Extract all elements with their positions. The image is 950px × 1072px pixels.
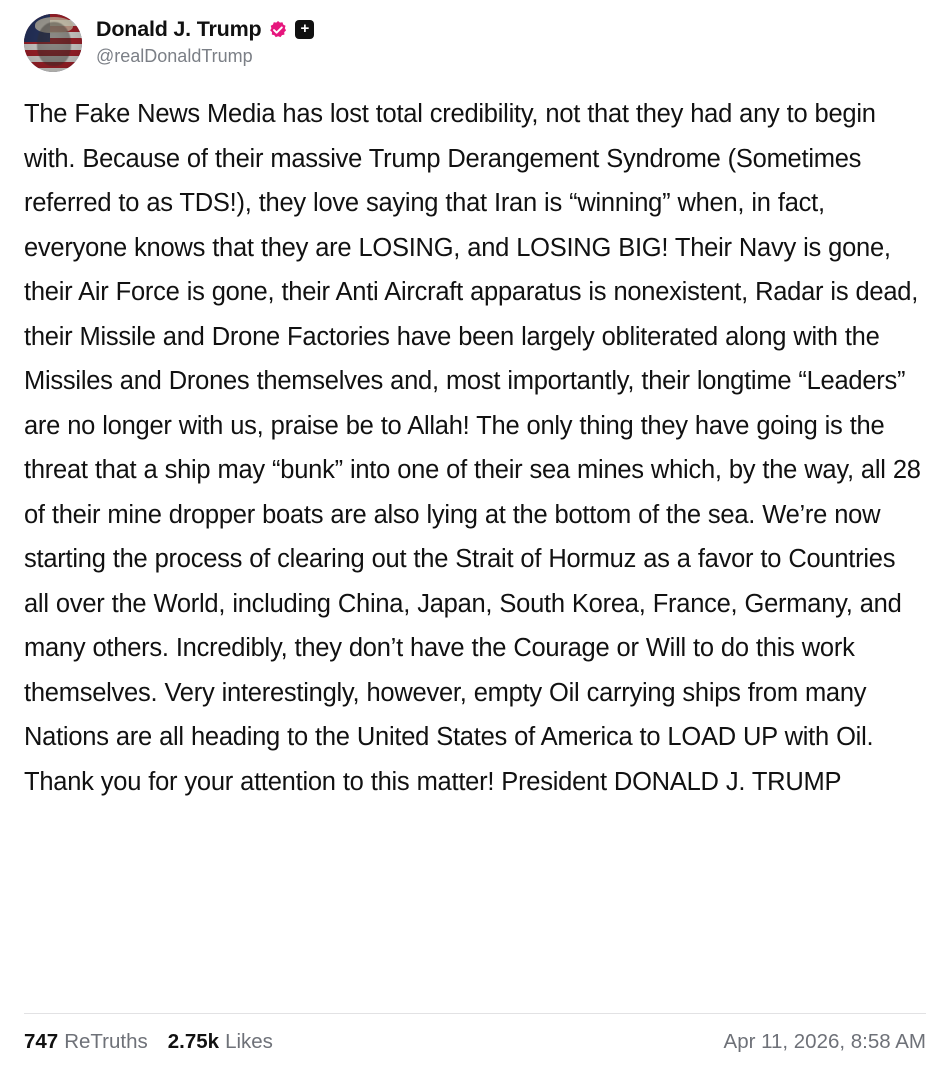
avatar-shading [24, 14, 82, 72]
post-body-text: The Fake News Media has lost total credibility, not that they had any to begin with. Because of their massive Trump Derangement Syndrome (Sometimes referred to as TDS!), they love saying that Iran is “winning” when, in fact, everyone knows that they are LOSING, and LOSING BIG! Their Navy is gone, their Air Force is gone, their Anti Aircraft apparatus is nonexistent, Radar is dead, their Missile and Drone Factories have been largely obliterated along with the Missiles and Drones themselves and, most importantly, their longtime “Leaders” are no longer with us, praise be to Allah! The only thing they have going is the threat that a ship may “bunk” into one of their sea mines which, by the way, all 28 of their mine dropper boats are also lying at the bottom of the sea. We’re now starting the process of clearing out the Strait of Hormuz as a favor to Countries all over the World, including China, Japan, South Korea, France, Germany, and many others. Incredibly, they don’t have the Courage or Will to do this work themselves. Very interestingly, however, empty Oil carrying ships from many Nations are all heading to the United States of America to LOAD UP with Oil. Thank you for your attention to this matter! President DONALD J. TRUMP [24, 100, 921, 796]
author-handle[interactable]: @realDonaldTrump [96, 45, 253, 66]
likes-label: Likes [225, 1030, 273, 1053]
retruths-stat[interactable] [24, 1030, 148, 1054]
likes-count: 2.75k [167, 1030, 220, 1053]
avatar[interactable] [24, 14, 82, 72]
verified-check-icon [268, 20, 288, 40]
author-names [96, 14, 314, 67]
retruths-count: 747 [24, 1030, 59, 1053]
post-stats [24, 1030, 273, 1054]
retruths-label: ReTruths [64, 1030, 148, 1053]
post-footer [24, 1013, 926, 1072]
author-display-name[interactable]: Donald J. Trump [96, 17, 262, 41]
post-header [24, 14, 926, 78]
plus-badge-icon: + [295, 20, 314, 39]
likes-stat[interactable] [168, 1030, 273, 1054]
post-timestamp: Apr 11, 2026, 8:58 AM [723, 1030, 926, 1053]
author-name-row [96, 17, 314, 43]
